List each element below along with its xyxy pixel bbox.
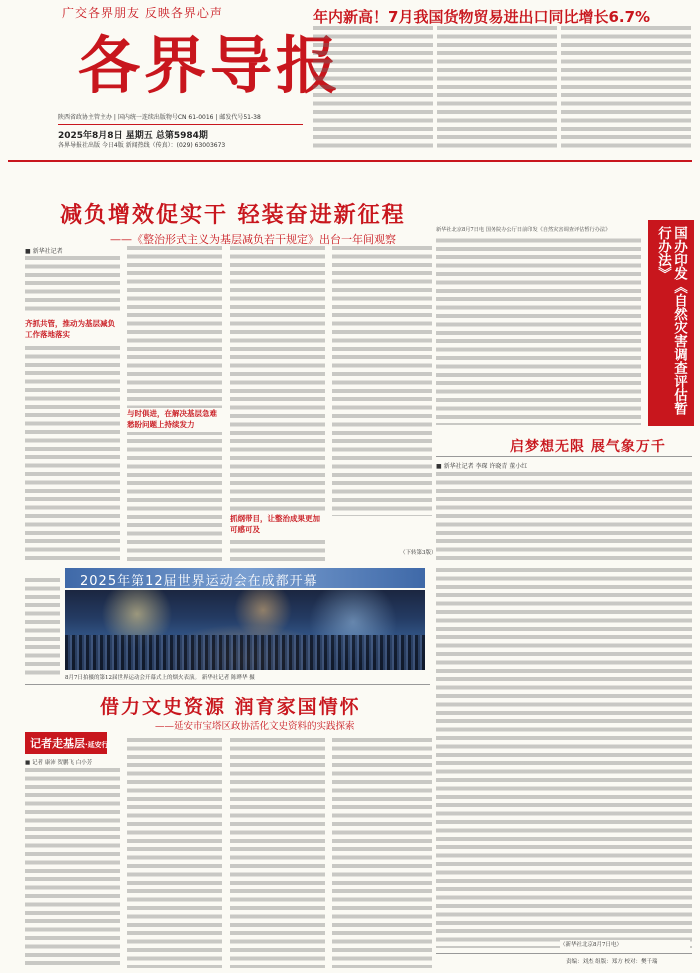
lead-subheadline: ——《整治形式主义为基层减负若干规定》出台一年间观察 [110, 233, 396, 246]
footer-rule [436, 953, 692, 954]
culture-byline: ■ 记者 康沛 贺鹏飞 白小芳 [25, 760, 93, 766]
lead-col4 [332, 246, 432, 516]
commentary-headline: 启梦想无限 展气象万千 [510, 439, 666, 455]
editors-credit: 责编：刘杰 组版：郑方 校对：樊千瑞 [566, 959, 658, 965]
contact-line: 各界导报社出版 今日4版 新闻热线（传真）：(029) 63003673 [58, 142, 226, 149]
publication-info: 陕西省政协主管主办 | 国内统一连续出版物号CN 61-0016 | 邮发代号51-38 [58, 114, 261, 121]
commentary-rule [436, 456, 692, 457]
lead-headline: 减负增效促实干 轻装奋进新征程 [60, 202, 406, 228]
lead-byline: ■ 新华社记者 [25, 248, 63, 255]
games-banner-title: 2025年第12届世界运动会在成都开幕 [80, 574, 318, 589]
commentary-byline: ■ 新华社记者 李琛 许晓青 董小红 [436, 463, 528, 470]
culture-col1 [25, 768, 120, 968]
disaster-vertical-title: 国办印发《自然灾害调查评估暂行办法》 [655, 226, 687, 415]
trade-article-col3 [561, 26, 691, 151]
disaster-article-intro: 新华社北京8月7日电 国务院办公厅日前印发《自然灾害调查评估暂行办法》 [436, 226, 641, 234]
disaster-article [436, 230, 641, 425]
column-tag-sub: ·延安行 [85, 741, 109, 749]
newspaper-masthead: 各界导报 [78, 29, 343, 102]
continued-note: （下转第3版） [400, 550, 437, 556]
stadium-crowd [65, 635, 425, 670]
culture-col4 [332, 738, 432, 968]
games-photo [65, 590, 425, 670]
issue-date: 2025年8月8日 星期五 总第5984期 [58, 131, 208, 141]
section-divider [8, 160, 692, 162]
lead-section2-title: 与时俱进，在解决基层急难愁盼问题上持续发力 [127, 408, 222, 432]
commentary-body-top [436, 472, 692, 564]
lead-col2 [127, 246, 222, 562]
games-side-text [25, 578, 60, 678]
games-caption: 8月7日拍摄的第12届世界运动会开幕式上的烟火表演。 新华社记者 陈晔华 摄 [65, 675, 255, 681]
trade-article-col2 [437, 26, 557, 151]
culture-col2 [127, 738, 222, 968]
culture-headline: 借力文史资源 润育家国情怀 [100, 696, 361, 718]
column-tag-main: 记者走基层 [30, 737, 85, 750]
culture-col3 [230, 738, 325, 968]
trade-article-col1 [313, 26, 433, 151]
lead-section1-title: 齐抓共管，推动为基层减负工作落地落实 [25, 319, 115, 339]
slogan: 广交各界朋友 反映各界心声 [62, 6, 223, 20]
games-divider [25, 684, 430, 685]
trade-headline: 年内新高！7月我国货物贸易进出口同比增长6.7% [313, 8, 651, 26]
commentary-dateline: （新华社北京8月7日电） [560, 940, 690, 948]
culture-subheadline: ——延安市宝塔区政协活化文史资料的实践探索 [155, 721, 355, 732]
masthead-rule [58, 124, 303, 125]
lead-col1-b [25, 346, 120, 562]
lead-section3-title: 抓纲带目，让整治成果更加可感可及 [230, 513, 325, 537]
commentary-body-bottom [436, 568, 692, 948]
column-tag [30, 735, 109, 751]
lead-col1-a [25, 256, 120, 312]
